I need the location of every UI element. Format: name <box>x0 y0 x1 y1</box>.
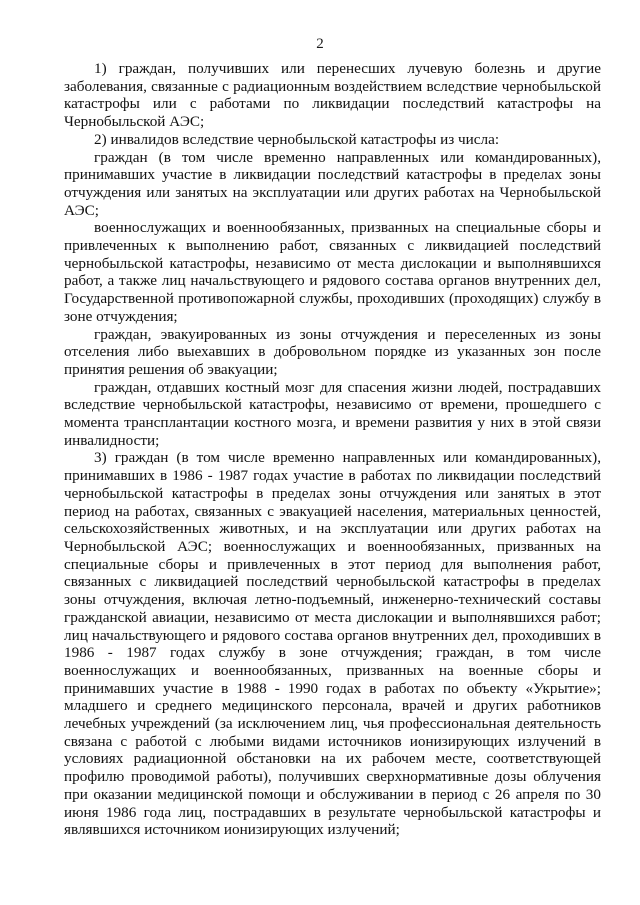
page-number: 2 <box>316 36 324 52</box>
document-body <box>64 60 601 839</box>
paragraph-citizens-liquidation: граждан (в том числе временно направленных или командированных), принимавших участие в ликвидации последствий катастрофы в пределах зоны отчуждения или занятых на эксплуатации или других работах на Чернобыльской АЭС; <box>64 148 601 219</box>
paragraph-military-personnel: военнослужащих и военнообязанных, призванных на специальные сборы и привлеченных к выполнению работ, связанных с ликвидацией последствий чернобыльской катастрофы, независимо от места дислокации и выполнявшихся работ, а также лиц начальствующего и рядового состава органов внутренних дел, Государственной противопожарной службы, проходивших (проходящих) службу в зоне отчуждения; <box>64 219 601 325</box>
paragraph-bone-marrow-donors: граждан, отдавших костный мозг для спасения жизни людей, пострадавших вследствие чернобыльской катастрофы, независимо от времени, прошедшего с момента трансплантации костного мозга, и времени развития у них в этой связи инвалидности; <box>64 378 601 449</box>
paragraph-item-1-radiation-sickness: 1) граждан, получивших или перенесших лучевую болезнь и другие заболевания, связанные с радиационным воздействием вследствие чернобыльской катастрофы или с работами по ликвидации последствий катастрофы на Чернобыльской АЭС; <box>64 60 601 131</box>
paragraph-item-3-participants-1986-1987: 3) граждан (в том числе временно направленных или командированных), принимавших в 1986 - 1987 годах участие в работах по ликвидации последствий чернобыльской катастрофы в пределах зоны отчуждения или занятых в этот период на работах, связанных с эвакуацией населения, материальных ценностей, сельскохозяйственных животных, и на эксплуатации или других работах на Чернобыльской АЭС; военнослужащих и военнообязанных, призванных на специальные сборы и привлеченных в этот период для выполнения работ, связанных с ликвидацией последствий чернобыльской катастрофы в пределах зоны отчуждения, включая летно-подъемный, инженерно-технический составы гражданской авиации, независимо от места дислокации и выполнявшихся работ; лиц начальствующего и рядового состава органов внутренних дел, проходивших в 1986 - 1987 годах службу в зоне отчуждения; граждан, в том числе военнослужащих и военнообязанных, призванных на военные сборы и принимавших участие в 1988 - 1990 годах в работах по объекту «Укрытие»; младшего и среднего медицинского персонала, врачей и других работников лечебных учреждений (за исключением лиц, чья профессиональная деятельность связана с работой с любыми видами источников ионизирующих излучений в условиях радиационной обстановки на их рабочем месте, соответствующей профилю проводимой работы), получивших сверхнормативные дозы облучения при оказании медицинской помощи и обслуживании в период с 26 апреля по 30 июня 1986 года лиц, пострадавших в результате чернобыльской катастрофы и являвшихся источником ионизирующих излучений; <box>64 449 601 839</box>
paragraph-item-2-disabled-intro: 2) инвалидов вследствие чернобыльской катастрофы из числа: <box>94 130 500 148</box>
paragraph-evacuated-citizens: граждан, эвакуированных из зоны отчуждения и переселенных из зоны отселения либо выехавших в добровольном порядке из указанных зон после принятия решения об эвакуации; <box>64 325 601 378</box>
